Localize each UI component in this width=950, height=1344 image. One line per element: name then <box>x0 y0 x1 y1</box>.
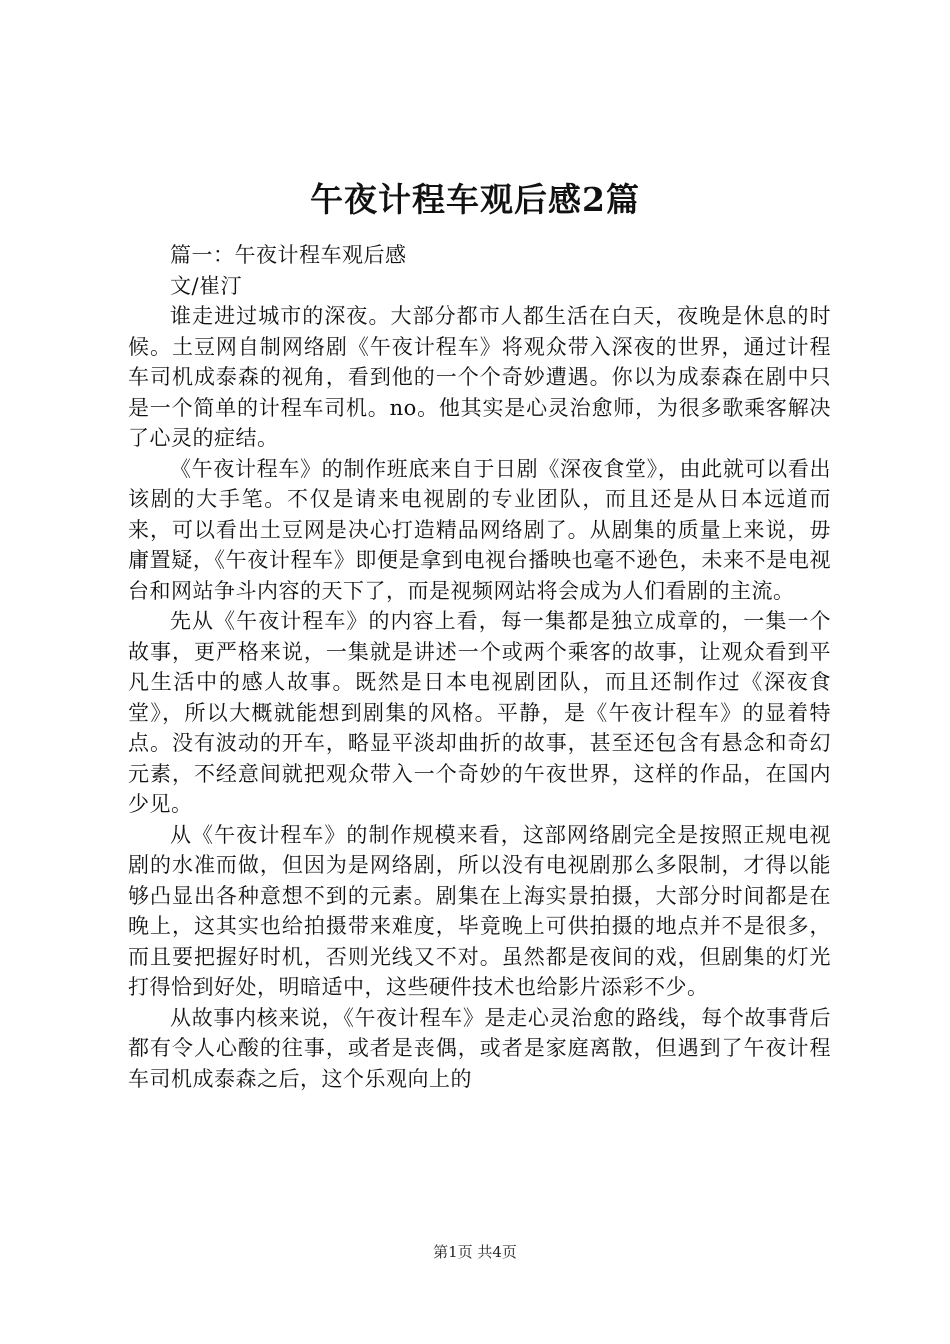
paragraph: 从《午夜计程车》的制作规模来看，这部网络剧完全是按照正规电视剧的水准而做，但因为是网络剧，所以没有电视剧那么多限制，才得以能够凸显出各种意想不到的元素。剧集在上海实景拍摄，大部分时间都是在晚上，这其实也给拍摄带来难度，毕竟晚上可供拍摄的地点并不是很多，而且要把握好时机，否则光线又不对。虽然都是夜间的戏，但剧集的灯光打得恰到好处，明暗适中，这些硬件技术也给影片添彩不少。 <box>128 822 831 999</box>
paragraph: 谁走进过城市的深夜。大部分都市人都生活在白天，夜晚是休息的时候。土豆网自制网络剧《午夜计程车》将观众带入深夜的世界，通过计程车司机成泰森的视角，看到他的一个个奇妙遭遇。你以为成泰森在剧中只是一个简单的计程车司机。no。他其实是心灵治愈师，为很多歌乘客解决了心灵的症结。 <box>128 304 831 450</box>
document-title: 午夜计程车观后感2篇 <box>310 180 640 219</box>
paragraph: 《午夜计程车》的制作班底来自于日剧《深夜食堂》，由此就可以看出该剧的大手笔。不仅是请来电视剧的专业团队，而且还是从日本远道而来，可以看出土豆网是决心打造精品网络剧了。从剧集的质量上来说，毋庸置疑，《午夜计程车》即便是拿到电视台播映也毫不逊色，未来不是电视台和网站争斗内容的天下了，而是视频网站将会成为人们看剧的主流。 <box>128 456 831 603</box>
section-heading: 篇一：午夜计程车观后感 <box>170 243 407 267</box>
paragraph: 先从《午夜计程车》的内容上看，每一集都是独立成章的，一集一个故事，更严格来说，一集就是讲述一个或两个乘客的故事，让观众看到平凡生活中的感人故事。既然是日本电视剧团队，而且还制作过《深夜食堂》，所以大概就能想到剧集的风格。平静，是《午夜计程车》的显着特点。没有波动的开车，略显平淡却曲折的故事，甚至还包含有悬念和奇幻元素，不经意间就把观众带入一个奇妙的午夜世界，这样的作品，在国内少见。 <box>128 609 831 816</box>
document-body <box>128 240 831 1094</box>
author-line: 文/崔汀 <box>170 273 243 298</box>
page-footer: 第1页 共4页 <box>433 1243 517 1261</box>
paragraph: 从故事内核来说，《午夜计程车》是走心灵治愈的路线，每个故事背后都有令人心酸的往事，或者是丧偶，或者是家庭离散，但遇到了午夜计程车司机成泰森之后，这个乐观向上的 <box>128 1005 831 1091</box>
